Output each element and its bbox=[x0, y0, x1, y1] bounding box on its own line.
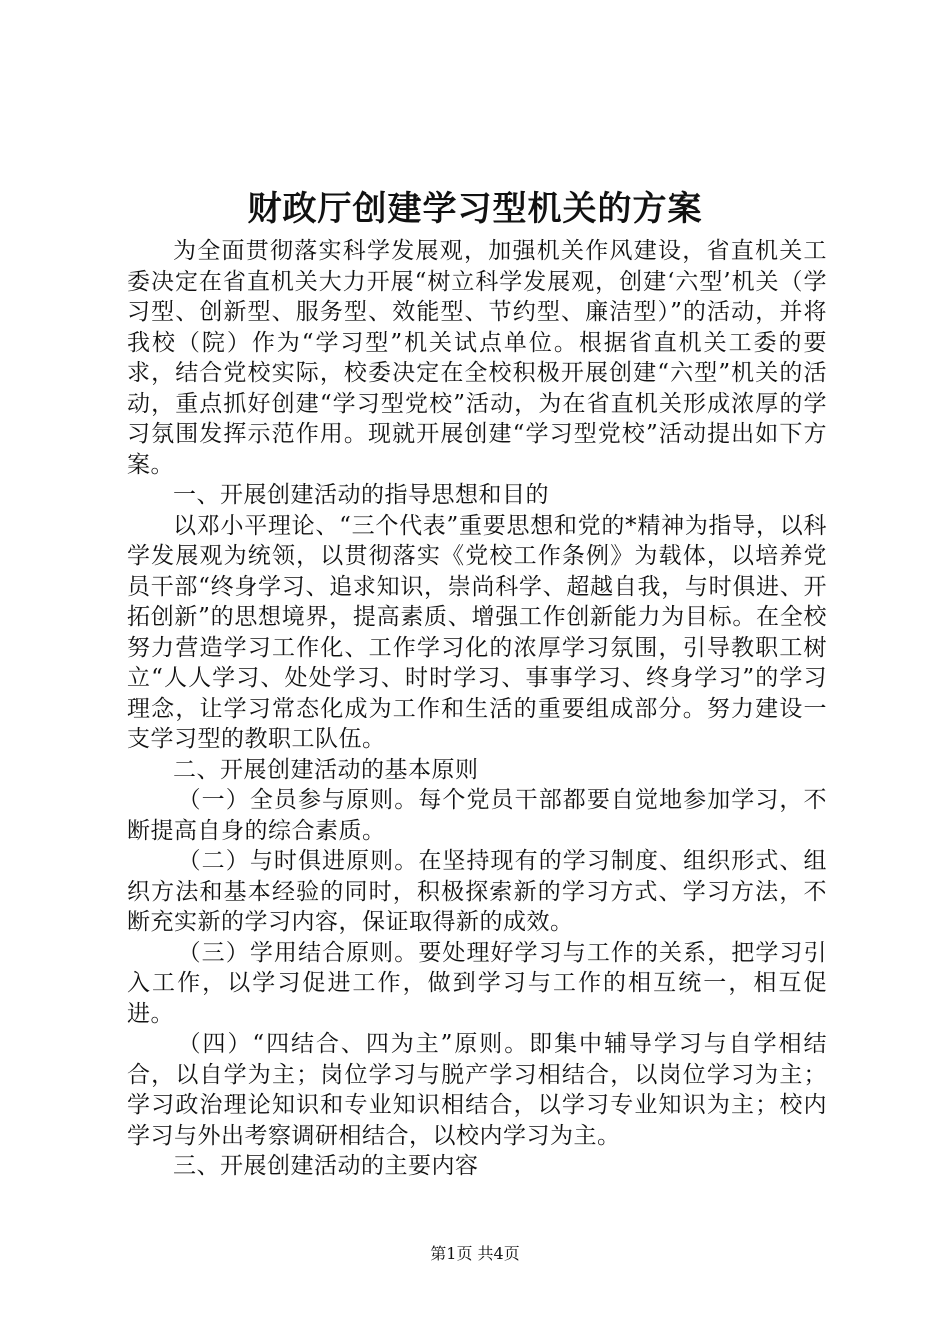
principle-item-4: （四）“四结合、四为主”原则。即集中辅导学习与自学相结合，以自学为主；岗位学习与脱产学习相结合，以岗位学习为主；学习政治理论知识和专业知识相结合，以学习专业知识为主；校内学习与外出考察调研相结合，以校内学习为主。 bbox=[127, 1031, 827, 1149]
intro-paragraph: 为全面贯彻落实科学发展观，加强机关作风建设，省直机关工委决定在省直机关大力开展“树立科学发展观，创建‘六型’机关（学习型、创新型、服务型、效能型、节约型、廉洁型）”的活动，并将我校（院）作为“学习型”机关试点单位。根据省直机关工委的要求，结合党校实际，校委决定在全校积极开展创建“六型”机关的活动，重点抓好创建“学习型党校”活动，为在省直机关形成浓厚的学习氛围发挥示范作用。现就开展创建“学习型党校”活动提出如下方案。 bbox=[127, 238, 827, 478]
document-title: 财政厅创建学习型机关的方案 bbox=[247, 189, 703, 229]
section-heading-1: 一、开展创建活动的指导思想和目的 bbox=[173, 482, 549, 508]
page-footer: 第1页 共4页 bbox=[430, 1244, 520, 1263]
guiding-ideology-paragraph: 以邓小平理论、“三个代表”重要思想和党的*精神为指导，以科学发展观为统领，以贯彻落实《党校工作条例》为载体，以培养党员干部“终身学习、追求知识，崇尚科学、超越自我，与时俱进、开拓创新”的思想境界，提高素质、增强工作创新能力为目标。在全校努力营造学习工作化、工作学习化的浓厚学习氛围，引导教职工树立“人人学习、处处学习、时时学习、事事学习、终身学习”的学习理念，让学习常态化成为工作和生活的重要组成部分。努力建设一支学习型的教职工队伍。 bbox=[127, 512, 827, 752]
principle-item-2: （二）与时俱进原则。在坚持现有的学习制度、组织形式、组织方法和基本经验的同时，积极探索新的学习方式、学习方法，不断充实新的学习内容，保证取得新的成效。 bbox=[127, 848, 827, 935]
section-heading-2: 二、开展创建活动的基本原则 bbox=[173, 756, 479, 783]
section-heading-3: 三、开展创建活动的主要内容 bbox=[173, 1153, 479, 1179]
principle-item-3: （三）学用结合原则。要处理好学习与工作的关系，把学习引入工作，以学习促进工作，做到学习与工作的相互统一，相互促进。 bbox=[127, 939, 827, 1027]
principle-item-1: （一）全员参与原则。每个党员干部都要自觉地参加学习，不断提高自身的综合素质。 bbox=[127, 787, 827, 844]
document-body bbox=[127, 236, 827, 1182]
